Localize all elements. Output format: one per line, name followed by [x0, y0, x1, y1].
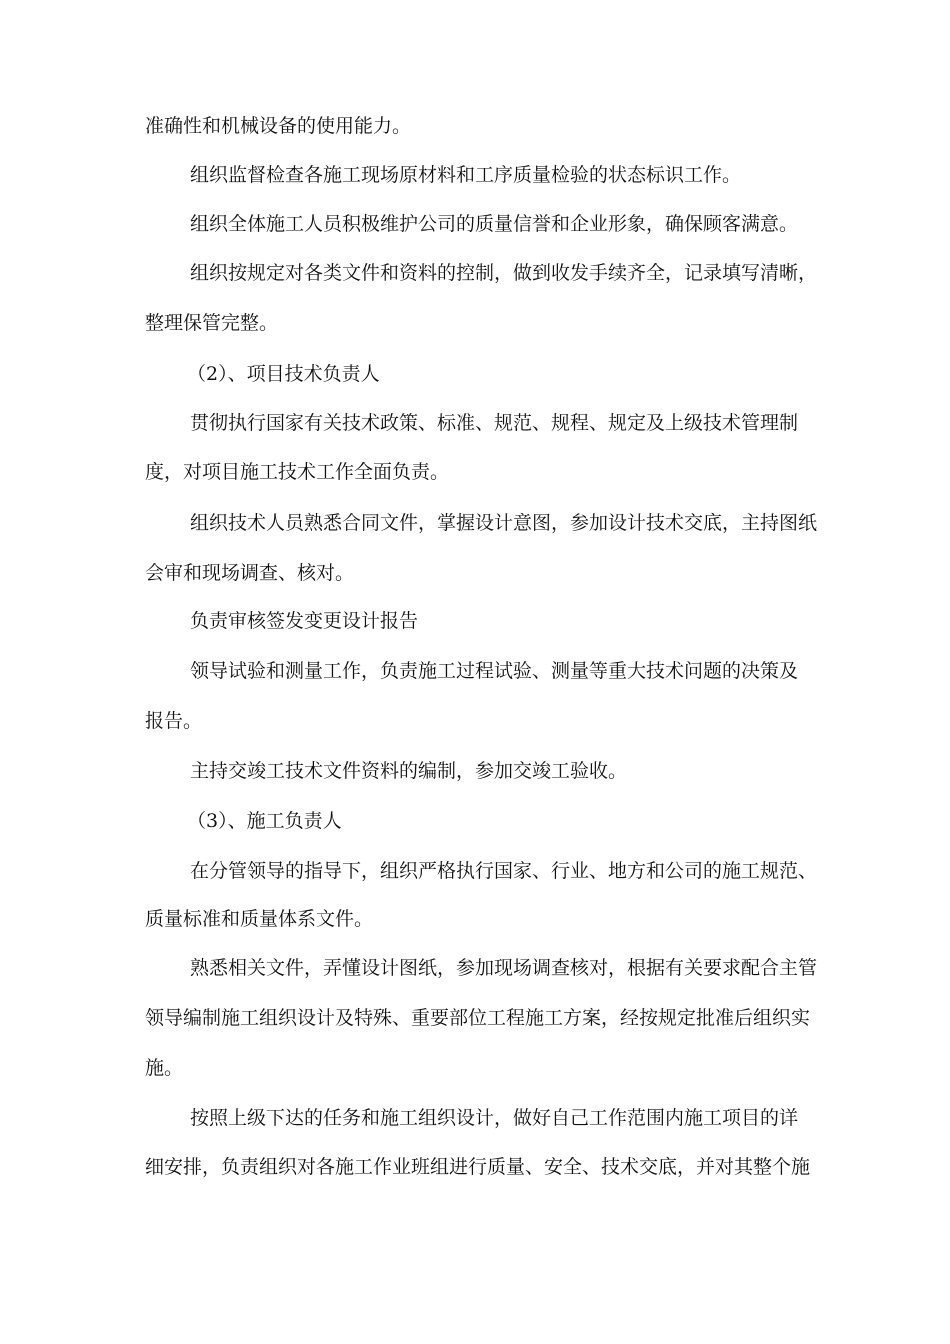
text-line: 整理保管完整。: [145, 312, 279, 334]
text-line: 会审和现场调查、核对。: [145, 562, 355, 584]
text-line: 准确性和机械设备的使用能力。: [145, 115, 412, 137]
text-line: 细安排，负责组织对各施工作业班组进行质量、安全、技术交底，并对其整个施: [145, 1156, 811, 1178]
paragraph-line: 领导试验和测量工作，负责施工过程试验、测量等重大技术问题的决策及: [190, 660, 799, 682]
text-line: 度，对项目施工技术工作全面负责。: [145, 461, 450, 483]
text-line: 报告。: [145, 710, 203, 732]
section-heading: （3）、施工负责人: [187, 810, 342, 832]
text-line: 施。: [145, 1057, 184, 1079]
paragraph-line: 组织按规定对各类文件和资料的控制，做到收发手续齐全，记录填写清晰，: [190, 262, 818, 284]
paragraph-line: 熟悉相关文件，弄懂设计图纸，参加现场调查核对，根据有关要求配合主管: [190, 957, 818, 979]
paragraph-line: 主持交竣工技术文件资料的编制，参加交竣工验收。: [190, 760, 628, 782]
paragraph-line: 负责审核签发变更设计报告: [190, 610, 419, 632]
paragraph-line: 组织技术人员熟悉合同文件，掌握设计意图，参加设计技术交底，主持图纸: [190, 512, 818, 534]
text-line: 领导编制施工组织设计及特殊、重要部位工程施工方案，经按规定批准后组织实: [145, 1007, 811, 1029]
section-heading: （2）、项目技术负责人: [187, 363, 380, 385]
text-line: 质量标准和质量体系文件。: [145, 908, 374, 930]
paragraph-line: 组织全体施工人员积极维护公司的质量信誉和企业形象，确保顾客满意。: [190, 213, 799, 235]
paragraph-line: 贯彻执行国家有关技术政策、标准、规范、规程、规定及上级技术管理制: [190, 412, 799, 434]
paragraph-line: 在分管领导的指导下，组织严格执行国家、行业、地方和公司的施工规范、: [190, 860, 818, 882]
paragraph-line: 按照上级下达的任务和施工组织设计，做好自己工作范围内施工项目的详: [190, 1107, 799, 1129]
paragraph-line: 组织监督检查各施工现场原材料和工序质量检验的状态标识工作。: [190, 164, 742, 186]
